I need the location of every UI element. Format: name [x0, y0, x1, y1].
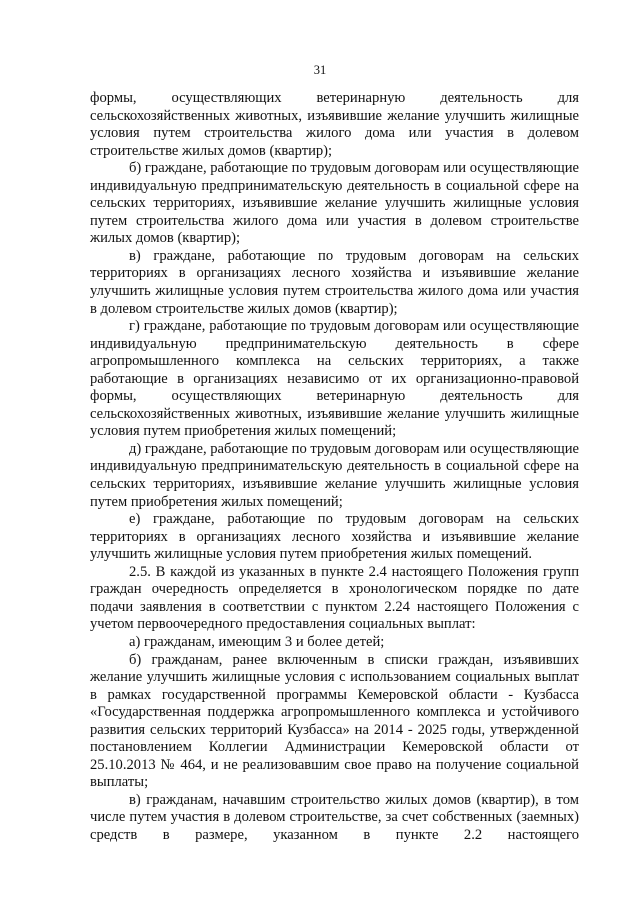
document-body [90, 90, 579, 845]
paragraph-item-d: д) граждане, работающие по трудовым договорам или осуществляющие индивидуальную предпринимательскую деятельность в социальной сфере на сельских территориях, изъявившие желание улучшить жилищные условия путем приобретения жилых помещений; [90, 440, 580, 510]
paragraph-priority-b: б) гражданам, ранее включенным в списки граждан, изъявивших желание улучшить жилищные условия с использованием социальных выплат в рамках государственной программы Кемеровской области - Кузбасса «Государственная поддержка агропромышленного комплекса и устойчивого развития сельских территорий Кузбасса» на 2014 - 2025 годы, утвержденной постановлением Коллегии Администрации Кемеровской области от 25.10.2013 № 464, и не реализовавшим свое право на получение социальной выплаты; [90, 651, 579, 791]
paragraph-priority-v: в) гражданам, начавшим строительство жилых домов (квартир), в том числе путем участия в долевом строительстве, за счет собственных (заемных) средств в размере, указанном в пункте 2.2 настоящего [90, 791, 579, 843]
paragraph-item-b: б) граждане, работающие по трудовым договорам или осуществляющие индивидуальную предпринимательскую деятельность в социальной сфере на сельских территориях, изъявившие желание улучшить жилищные условия путем строительства жилого дома или участия в долевом строительстве жилых домов (квартир); [90, 160, 580, 247]
paragraph-item-g: г) граждане, работающие по трудовым договорам или осуществляющие индивидуальную предпринимательскую деятельность в сфере агропромышленного комплекса на сельских территориях, а также работающие в организациях независимо от их организационно-правовой формы, осуществляющих ветеринарную деятельность для сельскохозяйственных животных, изъявившие желание улучшить жилищные условия путем приобретения жилых помещений; [90, 318, 579, 440]
paragraph-priority-a: а) гражданам, имеющим 3 и более детей; [129, 633, 385, 650]
paragraph-section-2-5: 2.5. В каждой из указанных в пункте 2.4 настоящего Положения групп граждан очередность определяется в хронологическом порядке по дате подачи заявления в соответствии с пунктом 2.24 настоящего Положения с учетом первоочередного предоставления социальных выплат: [90, 563, 579, 633]
paragraph-item-v: в) граждане, работающие по трудовым договорам на сельских территориях в организациях лесного хозяйства и изъявившие желание улучшить жилищные условия путем строительства жилого дома или участия в долевом строительстве жилых домов (квартир); [90, 247, 579, 317]
paragraph-item-e: е) граждане, работающие по трудовым договорам на сельских территориях в организациях лесного хозяйства и изъявившие желание улучшить жилищные условия путем приобретения жилых помещений. [90, 511, 579, 563]
page-number: 31 [313, 63, 327, 77]
paragraph-continuation: формы, осуществляющих ветеринарную деятельность для сельскохозяйственных животных, изъявившие желание улучшить жилищные условия путем строительства жилого дома или участия в долевом строительстве жилых домов (квартир); [90, 90, 579, 159]
